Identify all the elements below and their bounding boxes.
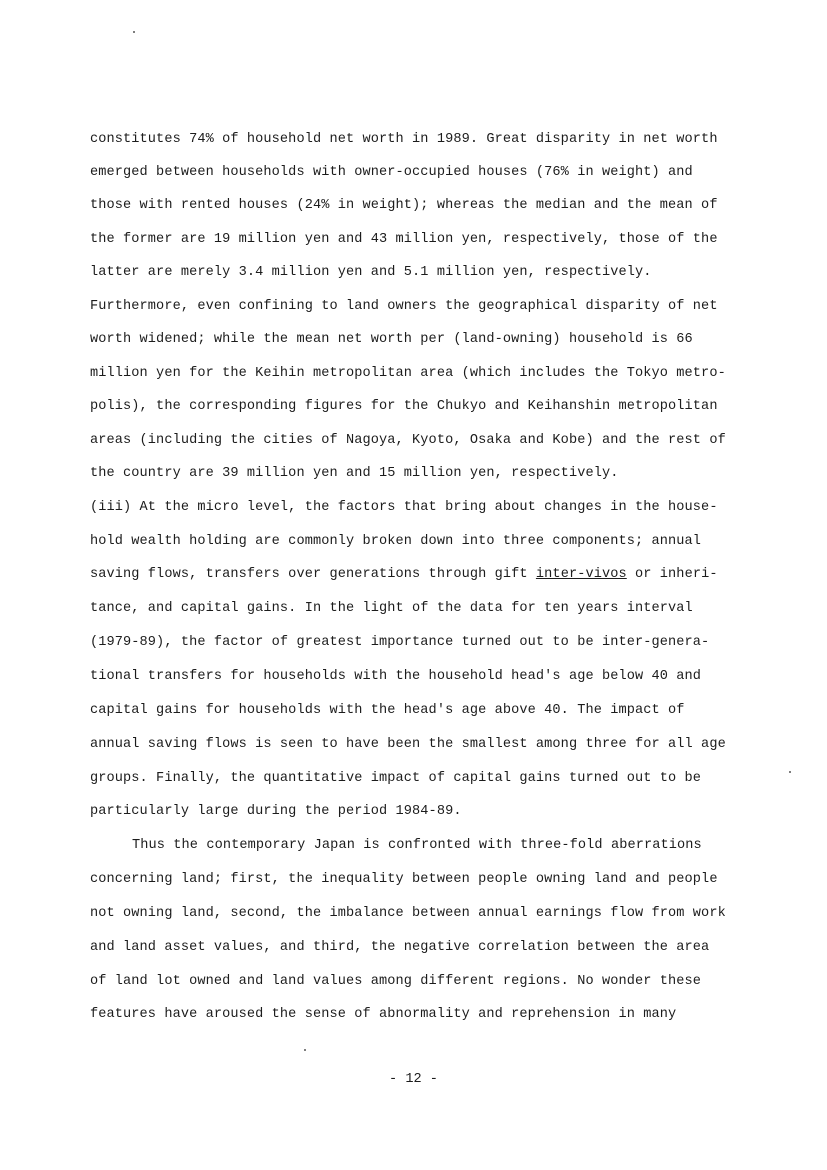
text-line-5: latter are merely 3.4 million yen and 5.1 million yen, respectively. [90, 265, 652, 280]
text-line-7: worth widened; while the mean net worth per (land-owning) household is 66 [90, 332, 693, 347]
text-line-26: of land lot owned and land values among different regions. No wonder these [90, 974, 702, 989]
text-line-3: those with rented houses (24% in weight); whereas the median and the mean of [90, 198, 718, 213]
text-line-13: hold wealth holding are commonly broken down into three components; annual [90, 534, 702, 549]
text-line-9: polis), the corresponding figures for the Chukyo and Keihanshin metropolitan [90, 399, 718, 414]
text-line-11: the country are 39 million yen and 15 million yen, respectively. [90, 466, 619, 481]
text-line-12: (iii) At the micro level, the factors that bring about changes in the house- [90, 500, 718, 515]
scan-speck [133, 31, 135, 33]
text-line-4: the former are 19 million yen and 43 million yen, respectively, those of the [90, 232, 718, 247]
text-line-8: million yen for the Keihin metropolitan area (which includes the Tokyo metro- [90, 366, 726, 381]
underlined-term: inter-vivos [535, 567, 627, 582]
text-line-21: particularly large during the period 1984-89. [90, 804, 462, 819]
text-line-17: tional transfers for households with the household head's age below 40 and [90, 669, 702, 684]
text-line-23: concerning land; first, the inequality between people owning land and people [90, 872, 718, 887]
text-line-15: tance, and capital gains. In the light of the data for ten years interval [90, 601, 693, 616]
text-line-20: groups. Finally, the quantitative impact of capital gains turned out to be [90, 771, 702, 786]
text-line-14 [90, 565, 740, 585]
text-line-19: annual saving flows is seen to have been the smallest among three for all age [90, 737, 726, 752]
scan-speck [789, 771, 791, 773]
text-line-22: Thus the contemporary Japan is confronted with three-fold aberrations [132, 838, 702, 853]
text-line-2: emerged between households with owner-occupied houses (76% in weight) and [90, 165, 693, 180]
text-line-18: capital gains for households with the head's age above 40. The impact of [90, 703, 685, 718]
text-segment: saving flows, transfers over generations through gift [90, 567, 536, 582]
text-line-1: constitutes 74% of household net worth in 1989. Great disparity in net worth [90, 132, 718, 147]
text-line-27: features have aroused the sense of abnormality and reprehension in many [90, 1007, 677, 1022]
page-number: - 12 - [389, 1072, 438, 1087]
text-line-16: (1979-89), the factor of greatest importance turned out to be inter-genera- [90, 635, 710, 650]
text-line-25: and land asset values, and third, the negative correlation between the area [90, 940, 710, 955]
text-line-24: not owning land, second, the imbalance between annual earnings flow from work [90, 906, 726, 921]
text-line-6: Furthermore, even confining to land owners the geographical disparity of net [90, 299, 718, 314]
scan-speck [304, 1049, 306, 1051]
text-segment: or inheri- [626, 567, 718, 582]
text-line-10: areas (including the cities of Nagoya, Kyoto, Osaka and Kobe) and the rest of [90, 433, 726, 448]
